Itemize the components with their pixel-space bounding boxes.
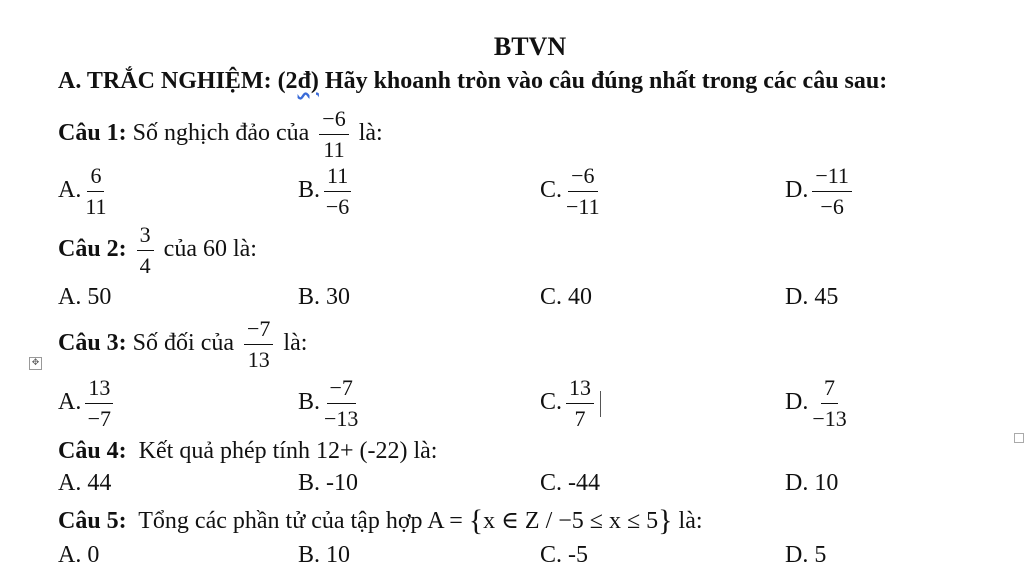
section-instruction: Hãy khoanh tròn vào câu đúng nhất trong các câu sau: — [318, 68, 888, 94]
section-squiggle: đ) — [297, 68, 319, 94]
fraction-numerator: 6 — [87, 165, 104, 192]
q2-option-c[interactable]: C. 40 — [540, 284, 593, 310]
fraction-numerator: 3 — [137, 224, 154, 251]
option-fraction — [812, 377, 846, 430]
fraction-numerator: −11 — [812, 165, 852, 192]
question-4 — [58, 438, 437, 465]
option-fraction — [566, 377, 594, 430]
option-letter: C. — [540, 177, 563, 204]
option-letter: D. — [785, 177, 809, 204]
option-fraction — [324, 377, 358, 430]
option-letter: C. — [540, 389, 563, 416]
question-2-text: của 60 là: — [163, 236, 257, 263]
set-body: x ∈ Z / −5 ≤ x ≤ 5 — [483, 508, 659, 534]
question-3-fraction — [244, 318, 273, 371]
fraction-denominator: 4 — [139, 253, 151, 278]
fraction-denominator: 7 — [574, 406, 586, 431]
text-cursor — [600, 391, 601, 417]
q4-option-c[interactable]: C. -44 — [540, 470, 600, 496]
q3-option-b[interactable] — [298, 377, 362, 430]
question-1-suffix: là: — [358, 120, 383, 147]
fraction-numerator: 11 — [324, 165, 351, 192]
q5-option-a[interactable]: A. 0 — [58, 542, 100, 568]
q4-option-a[interactable]: A. 44 — [58, 470, 112, 496]
fraction-denominator: −6 — [820, 194, 844, 219]
fraction-denominator: 11 — [85, 194, 107, 219]
fraction-numerator: 13 — [85, 377, 113, 404]
q2-option-a[interactable]: A. 50 — [58, 284, 112, 310]
q2-option-b[interactable]: B. 30 — [298, 284, 351, 310]
q5-option-d[interactable]: D. 5 — [785, 542, 827, 568]
option-letter: B. — [298, 177, 321, 204]
section-prefix: A. TRẮC NGHIỆM: (2 — [58, 68, 298, 94]
option-fraction — [566, 165, 600, 218]
move-handle-icon[interactable]: ✥ — [29, 357, 42, 370]
fraction-numerator: −7 — [244, 318, 273, 345]
paragraph-marker-icon — [1014, 433, 1024, 443]
fraction-denominator: −11 — [566, 194, 600, 219]
q3-option-c[interactable] — [540, 377, 601, 430]
question-1-fraction — [319, 108, 348, 161]
question-1-label: Câu 1: — [58, 120, 127, 147]
q3-option-a[interactable] — [58, 377, 117, 430]
question-5-text: Tổng các phần tử của tập hợp — [138, 508, 423, 534]
question-2-fraction — [137, 224, 154, 277]
fraction-denominator: −13 — [324, 406, 359, 431]
fraction-numerator: 7 — [821, 377, 838, 404]
set-left-brace: { — [468, 504, 484, 537]
question-5-label: Câu 5: — [58, 508, 127, 534]
q4-option-b[interactable]: B. -10 — [298, 470, 358, 496]
question-3-label: Câu 3: — [58, 330, 127, 357]
set-name: A = — [427, 508, 469, 534]
page-title: BTVN — [493, 32, 567, 61]
option-fraction — [324, 165, 351, 218]
question-3-suffix: là: — [283, 330, 308, 357]
question-2-label: Câu 2: — [58, 236, 127, 263]
question-5 — [58, 504, 703, 538]
fraction-denominator: 13 — [247, 347, 270, 372]
fraction-denominator: 11 — [323, 137, 345, 162]
section-heading — [58, 68, 887, 95]
q4-option-d[interactable]: D. 10 — [785, 470, 839, 496]
fraction-denominator: −6 — [325, 194, 350, 219]
q2-option-d[interactable]: D. 45 — [785, 284, 839, 310]
fraction-numerator: −6 — [319, 108, 348, 135]
q1-option-b[interactable] — [298, 165, 355, 218]
q1-option-a[interactable] — [58, 165, 111, 218]
option-fraction — [812, 165, 852, 218]
q5-option-b[interactable]: B. 10 — [298, 542, 351, 568]
fraction-denominator: −7 — [87, 406, 112, 431]
fraction-numerator: 13 — [566, 377, 594, 404]
option-letter: A. — [58, 389, 82, 416]
set-right-brace: } — [658, 504, 673, 537]
question-1-text: Số nghịch đảo của — [132, 120, 310, 147]
q5-option-c[interactable]: C. -5 — [540, 542, 588, 568]
question-3-text: Số đối của — [132, 330, 234, 357]
question-4-text: Kết quả phép tính 12+ (-22) là: — [138, 438, 438, 464]
q3-option-d[interactable] — [785, 377, 851, 430]
option-fraction — [85, 377, 113, 430]
fraction-denominator: −13 — [812, 406, 847, 431]
q1-option-c[interactable] — [540, 165, 604, 218]
option-letter: B. — [298, 389, 321, 416]
q1-option-d[interactable] — [785, 165, 856, 218]
question-2 — [58, 224, 257, 277]
fraction-numerator: −7 — [327, 377, 356, 404]
question-3 — [58, 318, 307, 371]
question-1 — [58, 108, 383, 161]
question-4-label: Câu 4: — [58, 438, 127, 464]
option-letter: D. — [785, 389, 809, 416]
option-letter: A. — [58, 177, 82, 204]
option-fraction — [85, 165, 106, 218]
fraction-numerator: −6 — [568, 165, 597, 192]
question-5-suffix: là: — [678, 508, 703, 534]
